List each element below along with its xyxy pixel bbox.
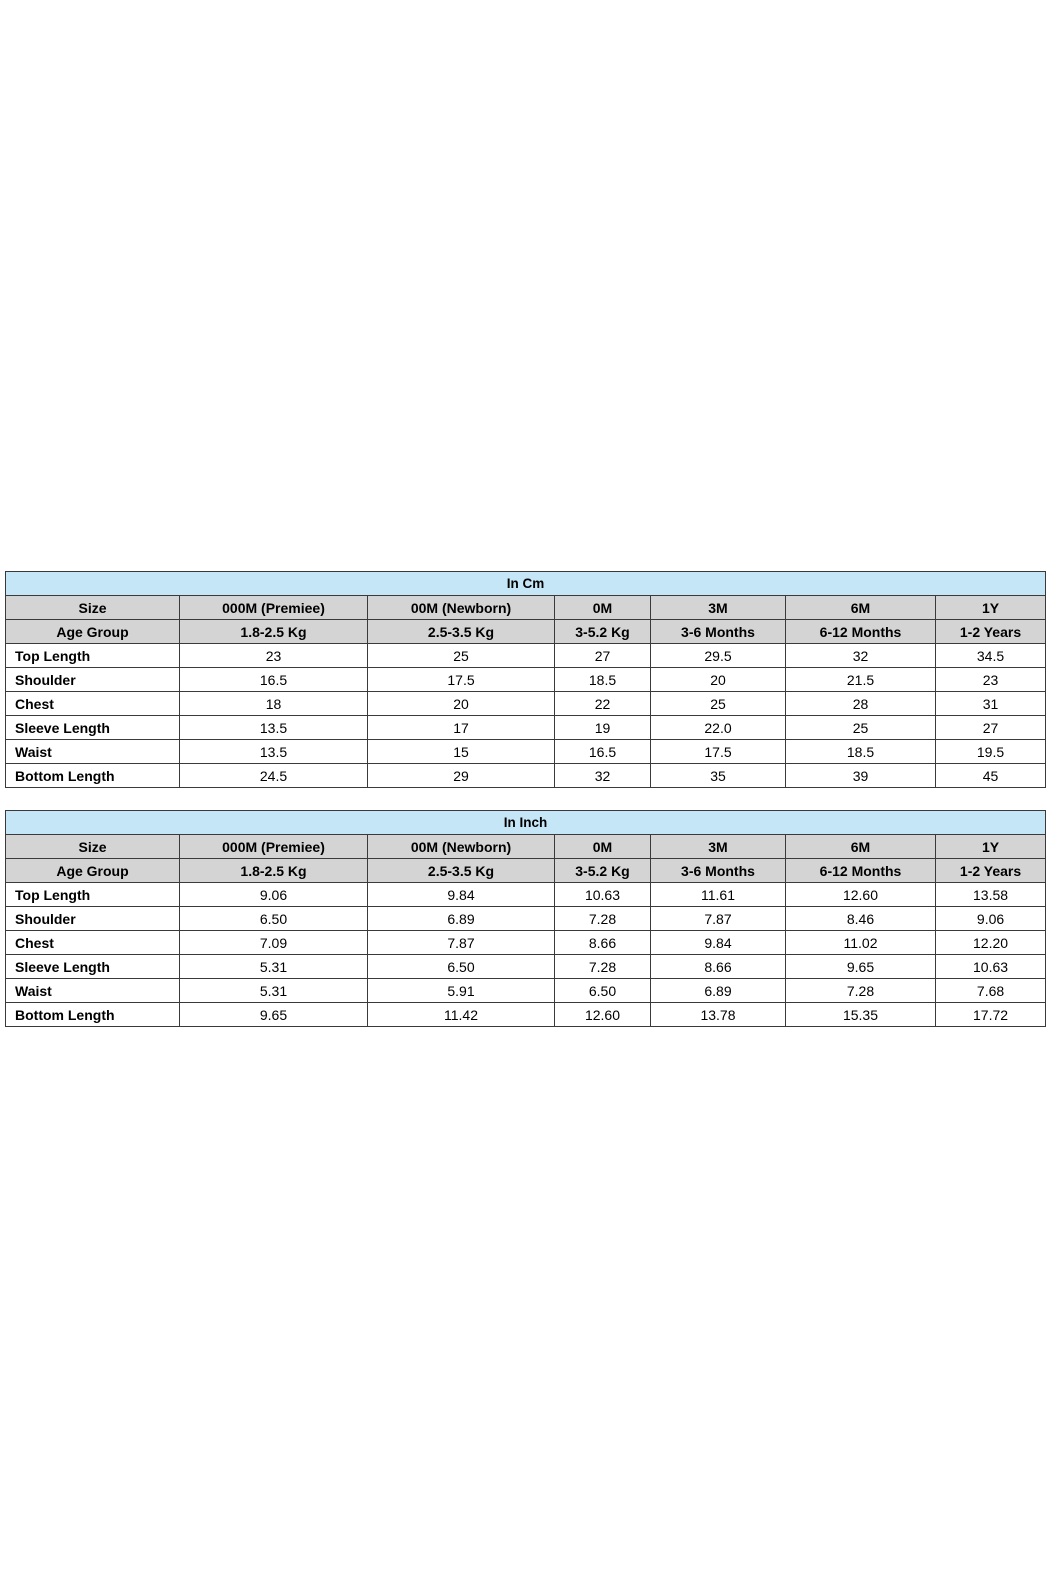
row-label: Chest: [6, 692, 180, 716]
size-header-cell: Size: [6, 596, 180, 620]
table-cell: 13.78: [651, 1003, 786, 1027]
table-cell: 29.5: [651, 644, 786, 668]
table-cell: 23: [936, 668, 1046, 692]
table-cell: 7.68: [936, 979, 1046, 1003]
table-cell: 9.06: [180, 883, 368, 907]
table-row: [6, 1003, 1046, 1027]
table-cell: 15: [368, 740, 555, 764]
table-cell: 19.5: [936, 740, 1046, 764]
size-header-cell: 1Y: [936, 835, 1046, 859]
age-header-cell: Age Group: [6, 859, 180, 883]
table-cell: 8.46: [786, 907, 936, 931]
table-cell: 18.5: [786, 740, 936, 764]
table-cell: 32: [786, 644, 936, 668]
table-cell: 7.28: [555, 907, 651, 931]
size-header-cell: 6M: [786, 596, 936, 620]
size-chart-cm: [5, 571, 1046, 788]
table-cell: 45: [936, 764, 1046, 788]
size-header-cell: 000M (Premiee): [180, 596, 368, 620]
age-group-header-row: [6, 620, 1046, 644]
age-header-cell: 3-6 Months: [651, 859, 786, 883]
table-cell: 15.35: [786, 1003, 936, 1027]
table-cell: 13.5: [180, 716, 368, 740]
table-row: [6, 931, 1046, 955]
table-cell: 9.65: [786, 955, 936, 979]
table-cell: 17.5: [368, 668, 555, 692]
table-cell: 16.5: [555, 740, 651, 764]
table-cell: 18: [180, 692, 368, 716]
table-cell: 20: [368, 692, 555, 716]
table-cell: 5.91: [368, 979, 555, 1003]
table-row: [6, 668, 1046, 692]
row-label: Bottom Length: [6, 1003, 180, 1027]
table-cell: 8.66: [651, 955, 786, 979]
table-cell: 10.63: [555, 883, 651, 907]
table-cell: 11.02: [786, 931, 936, 955]
size-header-cell: Size: [6, 835, 180, 859]
table-title-row: [6, 572, 1046, 596]
table-cell: 34.5: [936, 644, 1046, 668]
table-cell: 7.28: [786, 979, 936, 1003]
size-header-row: [6, 835, 1046, 859]
table-cell: 24.5: [180, 764, 368, 788]
row-label: Sleeve Length: [6, 955, 180, 979]
age-header-cell: 1.8-2.5 Kg: [180, 859, 368, 883]
row-label: Sleeve Length: [6, 716, 180, 740]
row-label: Bottom Length: [6, 764, 180, 788]
table-cell: 6.50: [180, 907, 368, 931]
size-header-cell: 00M (Newborn): [368, 596, 555, 620]
age-header-cell: 1.8-2.5 Kg: [180, 620, 368, 644]
table-row: [6, 716, 1046, 740]
table-cell: 10.63: [936, 955, 1046, 979]
age-header-cell: 2.5-3.5 Kg: [368, 620, 555, 644]
table-cell: 32: [555, 764, 651, 788]
table-cell: 11.61: [651, 883, 786, 907]
size-chart-inch: [5, 810, 1046, 1027]
table-row: [6, 692, 1046, 716]
table-cell: 7.87: [651, 907, 786, 931]
size-header-cell: 3M: [651, 596, 786, 620]
table-cell: 25: [368, 644, 555, 668]
row-label: Top Length: [6, 644, 180, 668]
age-header-cell: 6-12 Months: [786, 620, 936, 644]
size-header-cell: 000M (Premiee): [180, 835, 368, 859]
table-cell: 23: [180, 644, 368, 668]
table-cell: 20: [651, 668, 786, 692]
row-label: Waist: [6, 979, 180, 1003]
table-cell: 9.65: [180, 1003, 368, 1027]
table-cell: 27: [936, 716, 1046, 740]
table-cell: 16.5: [180, 668, 368, 692]
table-cell: 5.31: [180, 955, 368, 979]
row-label: Chest: [6, 931, 180, 955]
table-cell: 6.50: [368, 955, 555, 979]
table-cell: 17.5: [651, 740, 786, 764]
size-header-cell: 1Y: [936, 596, 1046, 620]
table-cell: 17: [368, 716, 555, 740]
table-cell: 6.50: [555, 979, 651, 1003]
table-cell: 19: [555, 716, 651, 740]
table-cell: 12.60: [786, 883, 936, 907]
size-header-cell: 3M: [651, 835, 786, 859]
age-header-cell: 3-6 Months: [651, 620, 786, 644]
table-cell: 7.09: [180, 931, 368, 955]
table-cell: 13.58: [936, 883, 1046, 907]
table-cell: 39: [786, 764, 936, 788]
table-row: [6, 644, 1046, 668]
table-cell: 12.20: [936, 931, 1046, 955]
table-row: [6, 740, 1046, 764]
table-row: [6, 955, 1046, 979]
table-cell: 31: [936, 692, 1046, 716]
row-label: Shoulder: [6, 907, 180, 931]
table-title: In Inch: [6, 811, 1046, 835]
row-label: Top Length: [6, 883, 180, 907]
table-cell: 11.42: [368, 1003, 555, 1027]
table-cell: 7.28: [555, 955, 651, 979]
table-cell: 7.87: [368, 931, 555, 955]
table-cell: 5.31: [180, 979, 368, 1003]
table-row: [6, 883, 1046, 907]
table-row: [6, 907, 1046, 931]
size-header-cell: 0M: [555, 835, 651, 859]
table-cell: 13.5: [180, 740, 368, 764]
age-header-cell: 3-5.2 Kg: [555, 859, 651, 883]
table-cell: 25: [786, 716, 936, 740]
table-row: [6, 979, 1046, 1003]
table-cell: 6.89: [368, 907, 555, 931]
age-header-cell: 1-2 Years: [936, 859, 1046, 883]
table-cell: 25: [651, 692, 786, 716]
table-title-row: [6, 811, 1046, 835]
table-cell: 22.0: [651, 716, 786, 740]
table-row: [6, 764, 1046, 788]
size-header-row: [6, 596, 1046, 620]
table-cell: 21.5: [786, 668, 936, 692]
table-cell: 9.06: [936, 907, 1046, 931]
table-cell: 12.60: [555, 1003, 651, 1027]
row-label: Waist: [6, 740, 180, 764]
age-header-cell: 3-5.2 Kg: [555, 620, 651, 644]
row-label: Shoulder: [6, 668, 180, 692]
age-header-cell: 2.5-3.5 Kg: [368, 859, 555, 883]
size-header-cell: 0M: [555, 596, 651, 620]
age-header-cell: 6-12 Months: [786, 859, 936, 883]
age-group-header-row: [6, 859, 1046, 883]
table-cell: 29: [368, 764, 555, 788]
size-header-cell: 00M (Newborn): [368, 835, 555, 859]
age-header-cell: Age Group: [6, 620, 180, 644]
table-cell: 18.5: [555, 668, 651, 692]
table-title: In Cm: [6, 572, 1046, 596]
table-cell: 27: [555, 644, 651, 668]
table-cell: 6.89: [651, 979, 786, 1003]
age-header-cell: 1-2 Years: [936, 620, 1046, 644]
size-header-cell: 6M: [786, 835, 936, 859]
table-cell: 22: [555, 692, 651, 716]
table-cell: 8.66: [555, 931, 651, 955]
table-cell: 17.72: [936, 1003, 1046, 1027]
table-cell: 9.84: [368, 883, 555, 907]
table-cell: 9.84: [651, 931, 786, 955]
table-cell: 35: [651, 764, 786, 788]
table-cell: 28: [786, 692, 936, 716]
